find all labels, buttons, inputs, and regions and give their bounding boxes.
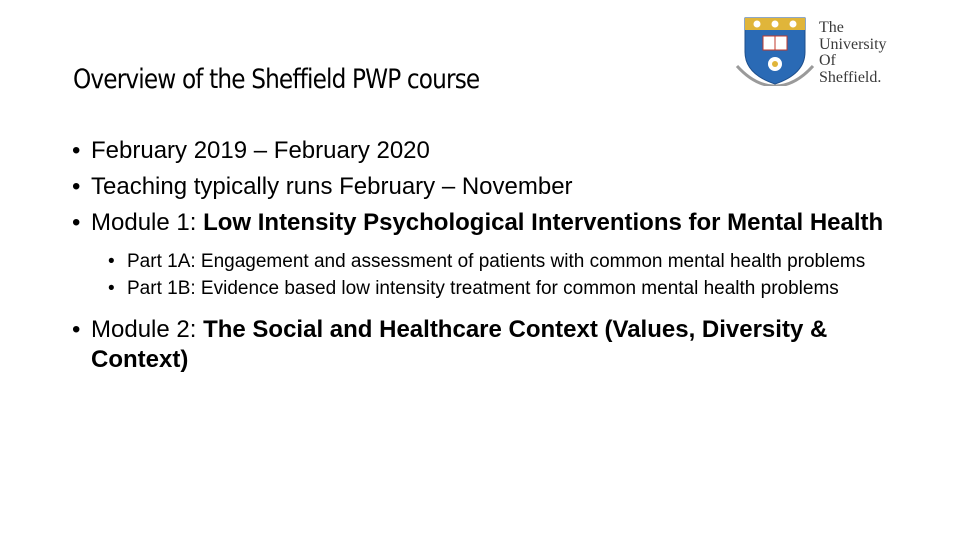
logo-line: The xyxy=(819,19,844,36)
bullet: • xyxy=(72,316,81,343)
list-item xyxy=(72,315,912,375)
logo-wordmark xyxy=(819,20,887,86)
sub-list-item xyxy=(72,250,912,274)
bullet: • xyxy=(72,209,81,236)
logo-line: Sheffield. xyxy=(819,68,882,86)
list-item xyxy=(72,136,912,166)
sub-item-text: Part 1B: Evidence based low intensity treatment for common mental health problems xyxy=(127,278,839,299)
item-bold-text: The Social and Healthcare Context (Values, Diversity & Context) xyxy=(91,316,828,373)
slide-title: Overview of the Sheffield PWP course xyxy=(73,64,480,95)
sub-bullet-list xyxy=(72,250,912,301)
item-prefix: Module 2: xyxy=(91,316,204,343)
sub-bullet: • xyxy=(108,251,115,272)
item-text: February 2019 – February 2020 xyxy=(91,137,430,164)
crest-icon xyxy=(735,14,815,86)
sub-bullet: • xyxy=(108,278,115,299)
item-prefix: Module 1: xyxy=(91,209,204,236)
sub-item-text: Part 1A: Engagement and assessment of patients with common mental health problems xyxy=(127,251,866,272)
list-item xyxy=(72,208,912,238)
list-item xyxy=(72,172,912,202)
logo-line: Of xyxy=(819,52,836,69)
item-bold-text: Low Intensity Psychological Interventions for Mental Health xyxy=(203,209,884,236)
bullet: • xyxy=(72,173,81,200)
logo-line: University xyxy=(819,35,887,53)
item-text: Teaching typically runs February – November xyxy=(91,173,573,200)
sub-list-item xyxy=(72,277,912,301)
bullet-list xyxy=(72,136,912,381)
university-logo xyxy=(735,14,905,86)
bullet: • xyxy=(72,137,81,164)
